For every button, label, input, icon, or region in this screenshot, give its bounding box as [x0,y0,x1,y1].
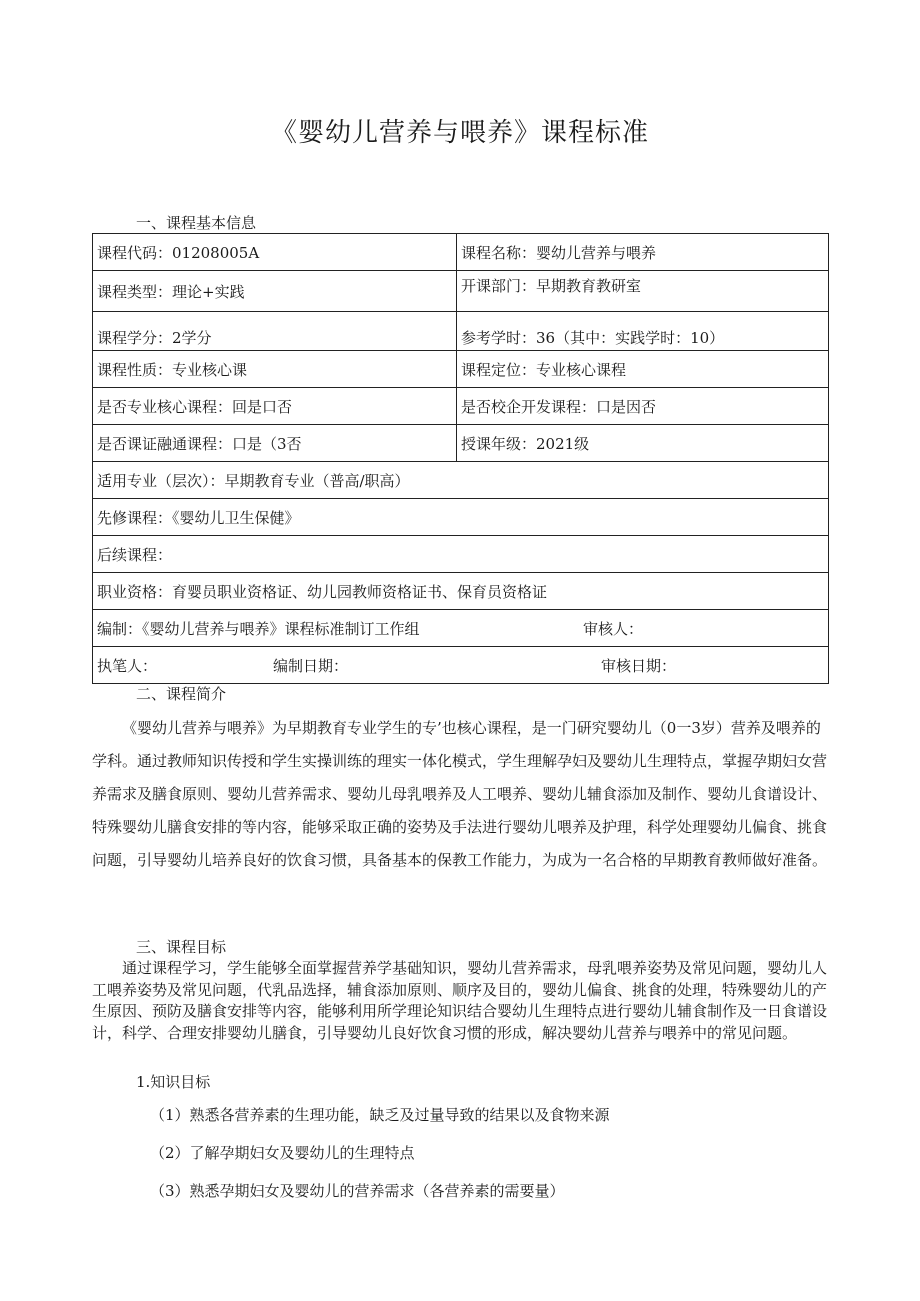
table-row [93,462,829,499]
compile-date-label: 编制日期： [273,656,349,675]
list-item: （2）了解孕期妇女及婴幼儿的生理特点 [150,1144,415,1162]
table-row [93,388,829,425]
table-row [93,234,829,271]
course-intro-paragraph: 《婴幼儿营养与喂养》为早期教育专业学生的专’也核心课程，是一门研究婴幼儿（0一3岁）营养及喂养的学科。通过教师知识传授和学生实操训练的理实一体化模式，学生理解孕妇及婴幼儿生理特点，掌握孕期妇女营养需求及膳食原则、婴幼儿营养需求、婴幼儿母乳喂养及人工喂养、婴幼儿辅食添加及制作、婴幼儿食谱设计、特殊婴幼儿膳食安排的等内容，能够采取正确的姿势及手法进行婴幼儿喂养及护理，科学处理婴幼儿偏食、挑食问题，引导婴幼儿培养良好的饮食习惯，具备基本的保教工作能力，为成为一名合格的早期教育教师做好准备。 [92,719,828,869]
table-row [93,351,829,388]
credits-cell: 课程学分：2学分 [93,312,457,351]
enterprise-course-cell: 是否校企开发课程：口是因否 [457,388,829,425]
hours-cell: 参考学时：36（其中：实践学时：10） [457,312,829,351]
list-item: （3）熟悉孕期妇女及婴幼儿的营养需求（各营养素的需要量） [150,1182,565,1200]
section-heading-goals: 三、课程目标 [136,938,227,956]
certificate-course-cell: 是否课证融通课程：口是（3否 [93,425,457,462]
table-row [93,536,829,573]
qualification-cell: 职业资格：育婴员职业资格证、幼儿园教师资格证书、保育员资格证 [93,573,829,610]
course-position-cell: 课程定位：专业核心课程 [457,351,829,388]
course-type-cell: 课程类型：理论+实践 [93,271,457,312]
course-name-cell: 课程名称：婴幼儿营养与喂养 [457,234,829,271]
table-row [93,610,829,647]
table-row [93,425,829,462]
document-title: 《婴幼儿营养与喂养》课程标准 [270,118,649,148]
section-heading-basic-info: 一、课程基本信息 [136,214,257,232]
reviewer-label: 审核人： [583,619,644,638]
section-heading-intro: 二、课程简介 [136,685,227,703]
list-item: （1）熟悉各营养素的生理功能，缺乏及过量导致的结果以及食物来源 [150,1106,610,1124]
compiler-label: 编制：《婴幼儿营养与喂养》课程标准制订工作组 [97,619,420,638]
course-nature-cell: 课程性质：专业核心课 [93,351,457,388]
table-row [93,271,829,312]
follow-up-course-cell: 后续课程： [93,536,829,573]
writer-row [93,647,829,684]
table-row [93,499,829,536]
writer-label: 执笔人： [97,656,158,675]
course-code-cell: 课程代码：01208005A [93,234,457,271]
grade-cell: 授课年级：2021级 [457,425,829,462]
review-date-label: 审核日期： [601,656,677,675]
applicable-major-cell: 适用专业（层次）：早期教育专业（普高/职高） [93,462,829,499]
knowledge-goals-heading: 1.知识目标 [136,1073,211,1091]
compiler-row [93,610,829,647]
core-course-cell: 是否专业核心课程：回是口否 [93,388,457,425]
table-row [93,312,829,351]
table-row [93,647,829,684]
prerequisite-cell: 先修课程：《婴幼儿卫生保健》 [93,499,829,536]
course-info-table [92,233,829,684]
department-cell: 开课部门：早期教育教研室 [457,271,829,312]
course-goals-paragraph: 通过课程学习，学生能够全面掌握营养学基础知识，婴幼儿营养需求，母乳喂养姿势及常见问题，婴幼儿人工喂养姿势及常见问题，代乳品选择，辅食添加原则、顺序及目的，婴幼儿偏食、挑食的处理，特殊婴幼儿的产生原因、预防及膳食安排等内容，能够利用所学理论知识结合婴幼儿生理特点进行婴幼儿辅食制作及一日食谱设计，科学、合理安排婴幼儿膳食，引导婴幼儿良好饮食习惯的形成，解决婴幼儿营养与喂养中的常见问题。 [92,959,828,1042]
table-row [93,573,829,610]
